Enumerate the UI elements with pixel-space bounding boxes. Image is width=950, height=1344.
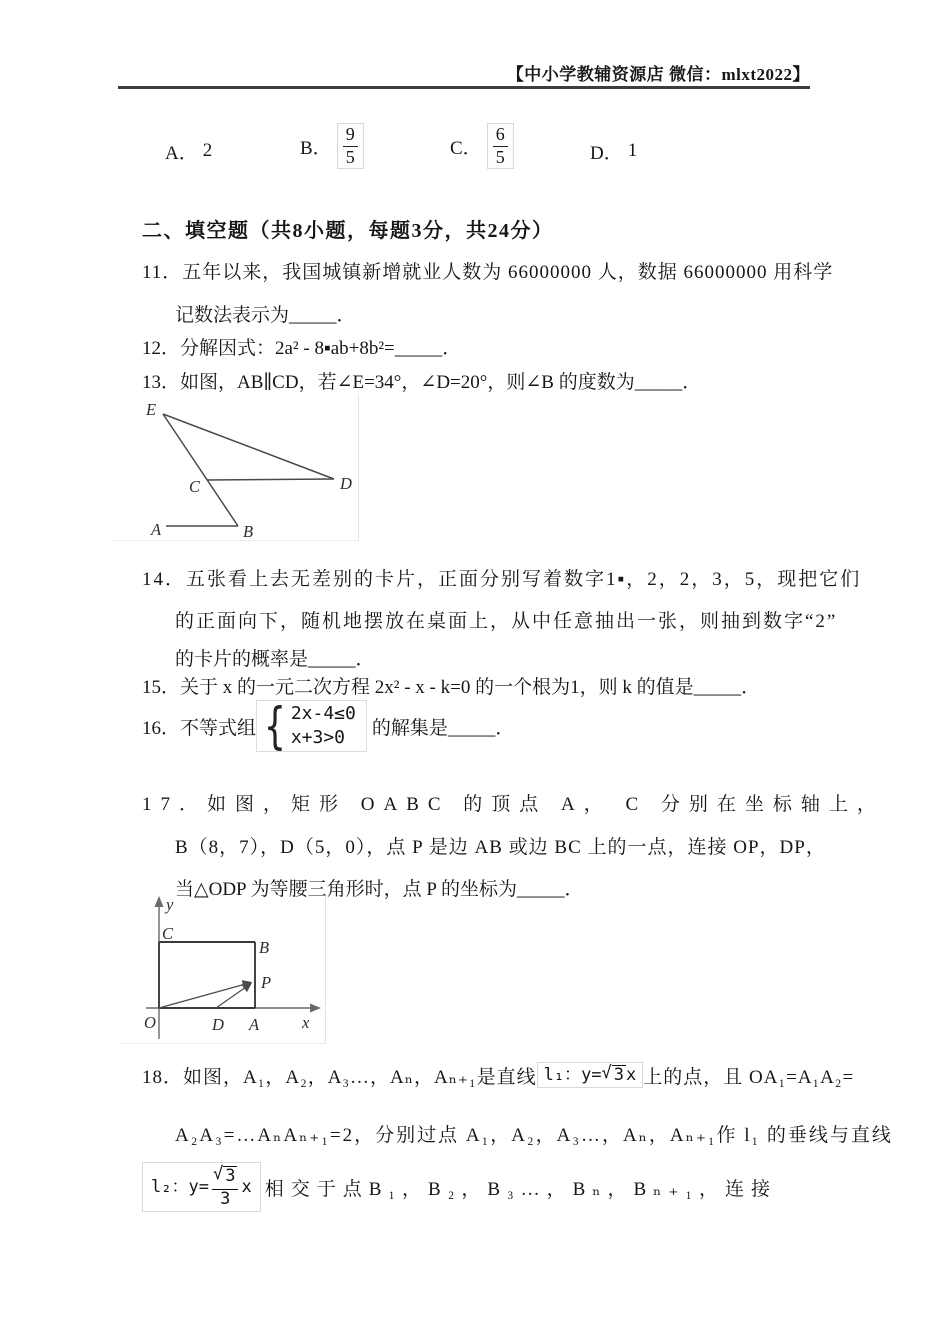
q18-line2: A₂A₃=…AₙAₙ₊₁=2，分别过点 A₁，A₂，A₃…，Aₙ，Aₙ₊₁作 l₁ 的垂线与直线	[175, 1125, 893, 1146]
q18-line3-post: 相交于点B₁，B₂，B₃…，Bₙ，Bₙ₊₁，连接	[264, 1178, 778, 1200]
label-D: D	[212, 1015, 224, 1034]
radical-sign: √	[601, 1062, 612, 1083]
option-c-label: C．	[450, 137, 482, 159]
q17-line1: 17．如图，矩形 OABC 的顶点 A， C 分别在坐标轴上，	[142, 794, 885, 815]
l2-name: l₂：	[151, 1176, 189, 1197]
q16-row	[142, 698, 514, 754]
q18-line1-post: 上的点，且 OA₁=A₁A₂=	[643, 1066, 855, 1088]
option-b-label: B．	[300, 137, 332, 159]
q16-prefix: 16．不等式组	[142, 717, 257, 739]
option-d-label: D．	[590, 142, 623, 164]
line-OP	[159, 983, 251, 1009]
option-a-label: A．	[165, 142, 198, 164]
option-c-fraction	[487, 123, 514, 170]
label-P: P	[261, 973, 272, 992]
option-b	[300, 122, 364, 170]
l2-fraction	[211, 1166, 240, 1208]
label-E: E	[146, 400, 157, 419]
q16-inequality-system	[256, 697, 367, 755]
header-divider	[118, 86, 810, 89]
l1-name: l₁：	[543, 1064, 582, 1085]
q18-line1	[142, 1058, 854, 1092]
q17-line3: 当△ODP 为等腰三角形时，点 P 的坐标为_____．	[175, 879, 584, 900]
q11-line1: 11．五年以来，我国城镇新增就业人数为 66000000 人，数据 66000000 用科学	[142, 262, 834, 283]
q18-l2-formula	[142, 1162, 261, 1212]
label-x: x	[302, 1013, 310, 1032]
line-ED	[163, 414, 334, 479]
option-c	[450, 122, 514, 170]
radical-sign: √	[212, 1164, 224, 1185]
q18-line1-pre: 18．如图，A₁，A₂，A₃…，Aₙ，Aₙ₊₁是直线	[142, 1066, 537, 1088]
q16-ineq-top: 2x-4≤0	[290, 702, 356, 724]
label-A: A	[151, 520, 162, 539]
q18-l1-formula	[537, 1062, 644, 1089]
label-C: C	[189, 477, 201, 496]
radicand: 3	[225, 1166, 236, 1187]
section-title: 二、填空题（共8小题，每题3分，共24分）	[142, 220, 554, 242]
option-a	[165, 131, 212, 171]
q14-line2: 的正面向下，随机地摆放在桌面上，从中任意抽出一张，则抽到数字“2”	[175, 611, 838, 632]
label-B: B	[243, 522, 254, 540]
label-O: O	[144, 1013, 156, 1032]
fraction-denominator: 5	[495, 146, 505, 167]
q13-text: 13．如图，AB∥CD，若∠E=34°，∠D=20°，则∠B 的度数为_____．	[142, 372, 702, 393]
brace-glyph: {	[263, 697, 287, 755]
label-y: y	[166, 896, 174, 914]
q17-figure	[120, 896, 326, 1044]
label-C: C	[162, 924, 174, 943]
option-d	[590, 131, 637, 171]
option-a-value: 2	[202, 140, 213, 161]
fraction-denominator: 3	[212, 1189, 238, 1208]
q17-figure-svg	[120, 896, 325, 1043]
q14-line1: 14．五张看上去无差别的卡片，正面分别写着数字1▪，2，2，3，5，现把它们	[142, 569, 862, 590]
q12-text: 12．分解因式：2a² - 8▪ab+8b²=_____．	[142, 338, 462, 359]
label-B: B	[259, 938, 270, 957]
l2-lhs: y=	[188, 1176, 209, 1197]
q13-figure	[113, 395, 359, 541]
q13-figure-svg	[113, 395, 358, 540]
q14-line3: 的卡片的概率是_____．	[175, 649, 375, 670]
header-brand: 【中小学教辅资源店 微信：mlxt2022】	[506, 65, 810, 84]
q16-suffix: 的解集是_____．	[371, 717, 515, 739]
line-EB	[163, 414, 238, 526]
fraction-numerator: 9	[343, 125, 358, 147]
option-d-value: 1	[627, 140, 638, 161]
q11-line2: 记数法表示为_____．	[175, 305, 356, 326]
q16-ineq-bottom: x+3>0	[290, 727, 346, 748]
q18-line3	[142, 1162, 777, 1212]
q15-text: 15．关于 x 的一元二次方程 2x² - x - k=0 的一个根为1，则 k 的值是_____．	[142, 677, 761, 698]
l1-sqrt	[601, 1062, 627, 1086]
l1-var: x	[626, 1064, 637, 1085]
fraction-numerator: 6	[493, 125, 508, 147]
line-CD	[207, 479, 334, 480]
l2-var: x	[241, 1176, 252, 1197]
fraction-denominator: 5	[345, 146, 355, 167]
q17-line2: B（8，7），D（5，0），点 P 是边 AB 或边 BC 上的一点，连接 OP，DP，	[175, 837, 826, 858]
y-axis-arrow	[155, 896, 164, 907]
label-D: D	[340, 474, 352, 493]
option-b-fraction	[337, 123, 364, 170]
x-axis-arrow	[310, 1004, 321, 1013]
label-A: A	[249, 1015, 260, 1034]
l1-lhs: y=	[581, 1064, 602, 1085]
radicand: 3	[613, 1064, 625, 1085]
